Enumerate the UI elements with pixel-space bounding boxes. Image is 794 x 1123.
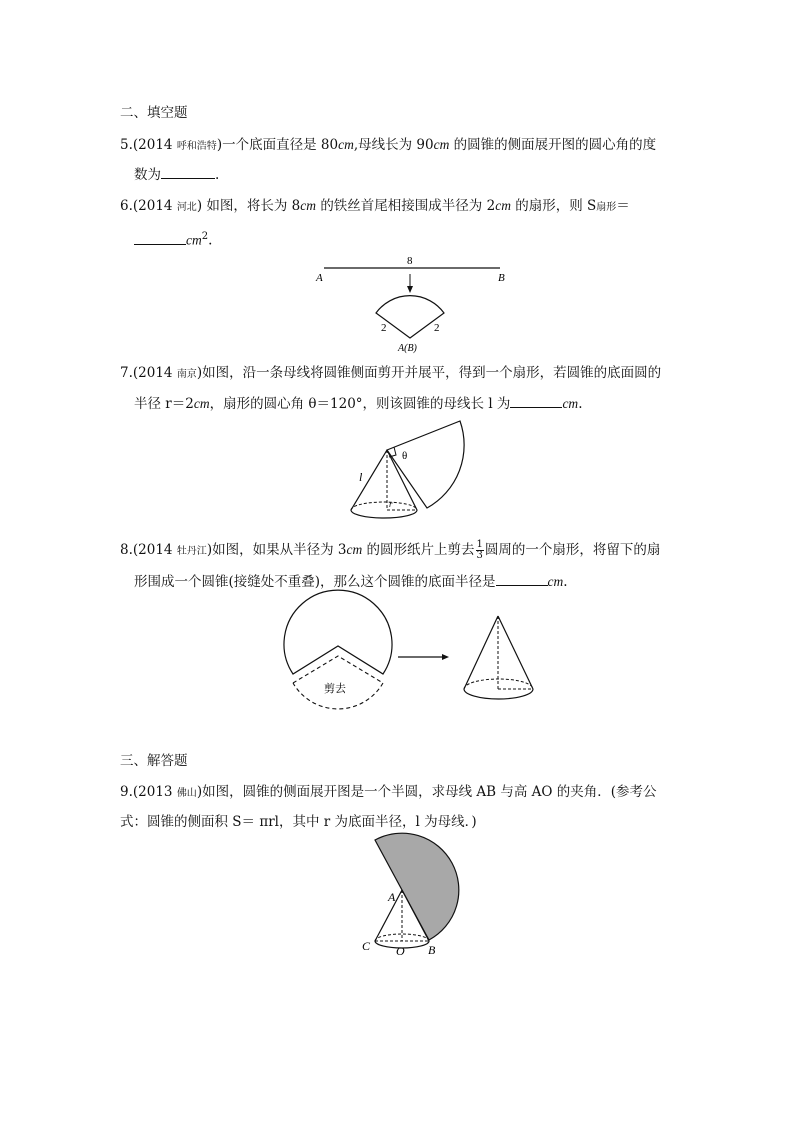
question-number: 9. (120, 784, 133, 800)
question-5-line-2: 数为 . (134, 167, 220, 183)
question-number: 8. (120, 542, 133, 558)
question-9-line-2: 式：圆锥的侧面积 S＝ πrl，其中 r 为底面半径，l 为母线．) (120, 814, 477, 830)
answer-blank[interactable] (496, 573, 548, 586)
question-8-line-2: 形围成一个圆锥(接缝处不重叠)，那么这个圆锥的底面半径是 cm. (134, 574, 568, 590)
figure-circle-to-cone (284, 600, 544, 720)
arrow-right-icon (442, 654, 449, 660)
question-8-line-1: 8.(2014 牡丹江)如图，如果从半径为 3cm 的圆形纸片上剪去 $\frac{1}{3}$ 圆周的一个扇形，将留下的扇 (120, 539, 661, 561)
point-o-label: O (396, 944, 405, 958)
source-city: 牡丹江 (176, 546, 207, 557)
fraction-one-third: $\frac{1}{3}$ (476, 539, 483, 561)
theta-label: θ (402, 450, 408, 462)
figure-wire-to-sector (310, 252, 510, 354)
point-b-label: B (498, 272, 505, 284)
point-a-label: A (316, 272, 323, 284)
cone-base-front (464, 689, 533, 699)
answer-blank[interactable] (134, 232, 186, 245)
sector-vertex-label: A(B) (398, 343, 417, 354)
cone-slant-left (464, 616, 498, 689)
section-title-solve: 三、解答题 (120, 753, 188, 769)
radius-label-r: r (389, 499, 393, 509)
source-city: 南京 (176, 369, 197, 380)
question-6-line-2: $cm^2$. (134, 228, 212, 250)
wire-length-label: 8 (407, 255, 413, 267)
question-6-line-1: 6.(2014 河北) 如图，将长为 8cm 的铁丝首尾相接围成半径为 2cm 的扇形，则 S扇形＝ (120, 198, 630, 214)
cone-slant-left (351, 450, 387, 510)
sector-side-label-left: 2 (381, 322, 387, 334)
question-7-line-2: 半径 r＝2cm，扇形的圆心角 θ＝120°，则该圆锥的母线长 l 为 cm. (134, 396, 583, 412)
point-c-label: C (362, 939, 371, 953)
figure-cone-unfolded (345, 417, 475, 525)
figure-cone-semicircle (358, 838, 468, 958)
question-number: 6. (120, 198, 133, 214)
slant-label-l: l (359, 470, 363, 484)
arrow-down-icon (407, 286, 413, 293)
source-city: 河北 (176, 202, 197, 213)
question-number: 7. (120, 365, 133, 381)
question-number: 5. (120, 137, 133, 153)
question-9-line-1: 9.(2013 佛山)如图，圆锥的侧面展开图是一个半圆，求母线 AB 与高 AO 的夹角．(参考公 (120, 784, 657, 800)
section-title-fill-blank: 二、填空题 (120, 105, 188, 121)
cone-base-front (351, 510, 417, 518)
cut-label: 剪去 (324, 683, 346, 695)
source-city: 佛山 (176, 788, 197, 799)
answer-blank[interactable] (161, 166, 215, 179)
source-city: 呼和浩特 (176, 141, 217, 152)
cone-base-back (351, 502, 417, 510)
cone-slant-right (498, 616, 533, 689)
sector-side-label-right: 2 (434, 322, 440, 334)
point-a-label: A (388, 890, 396, 904)
semicircle-lateral-surface (375, 833, 459, 940)
answer-blank[interactable] (510, 395, 562, 408)
question-7-line-1: 7.(2014 南京)如图，沿一条母线将圆锥侧面剪开并展平，得到一个扇形，若圆锥的底面圆的 (120, 365, 662, 381)
point-b-label: B (428, 943, 436, 957)
remaining-circle-part (284, 590, 392, 674)
question-5-line-1: 5.(2014 呼和浩特)一个底面直径是 80cm,母线长为 90cm 的圆锥的侧面展开图的圆心角的度 (120, 137, 657, 153)
unfolded-sector (387, 421, 464, 508)
